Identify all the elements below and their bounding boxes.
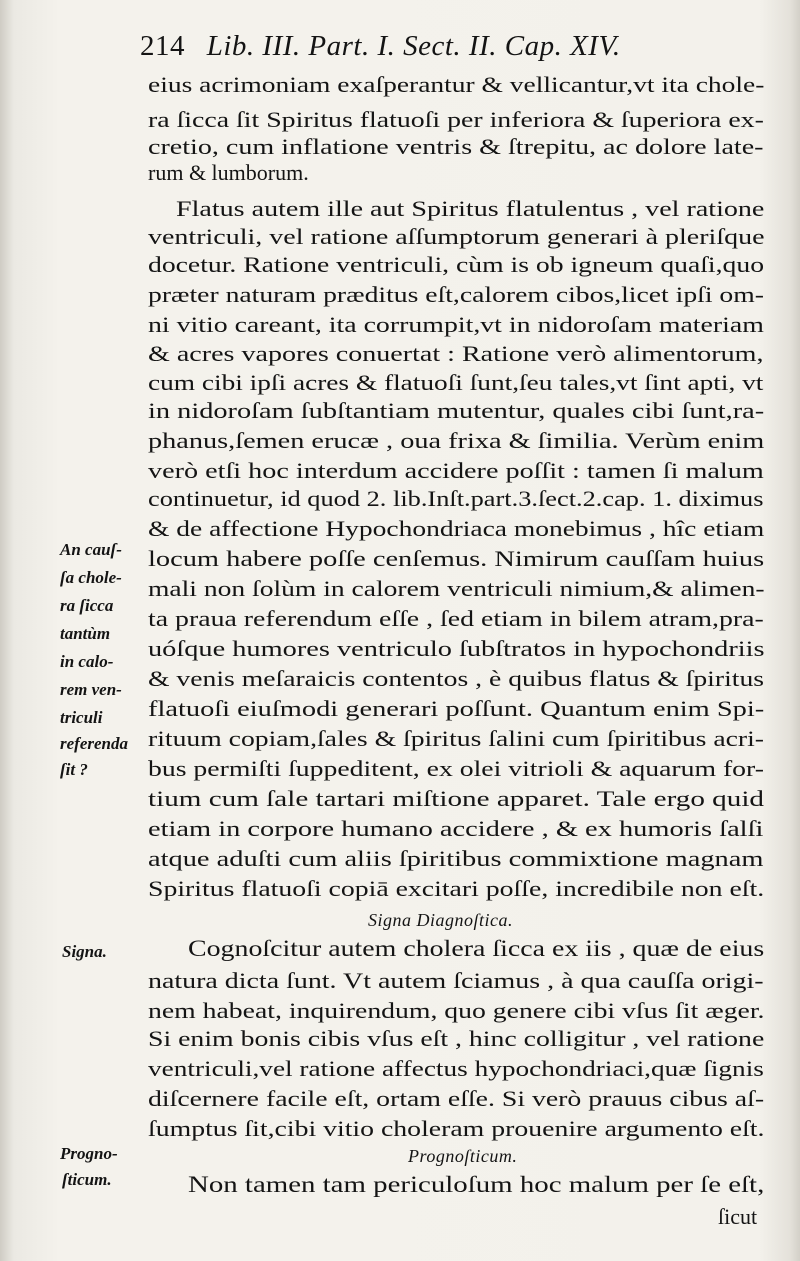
text-line: Spiritus flatuoſi copiā excitari poſſe, incredibile non eſt.	[148, 876, 765, 901]
catchword: ſicut	[718, 1204, 758, 1229]
paragraph-first-line: Non tamen tam periculoſum hoc malum per ſe eſt,	[188, 1172, 765, 1197]
text-line: continuetur, id quod 2. lib.Inſt.part.3.ſect.2.cap. 1. diximus	[148, 486, 764, 511]
text-line: ventriculi, vel ratione aſſumptorum generari à pleriſque	[148, 224, 765, 249]
text-line: phanus,ſemen erucæ , oua frixa & ſimilia. Verùm enim	[148, 428, 765, 453]
text-line: Si enim bonis cibis vſus eſt , hinc colligitur , vel ratione	[148, 1026, 765, 1051]
running-title: Lib. III. Part. I. Sect. II. Cap. XIV.	[206, 30, 621, 62]
text-line: tium cum ſale tartari miſtione apparet. Tale ergo quid	[148, 786, 764, 811]
paragraph-first-line: Flatus autem ille aut Spiritus flatulentus , vel ratione	[176, 196, 765, 221]
text-line: mali non ſolùm in calorem ventriculi nimium,& alimen-	[148, 576, 765, 601]
margin-note-line: Progno-	[60, 1144, 118, 1163]
text-line: uóſque humores ventriculo ſubſtratos in hypochondriis	[148, 636, 765, 661]
text-line: ſumptus ſit,cibi vitio choleram prouenire argumento eſt.	[148, 1116, 765, 1141]
section-heading-signa: Signa Diagnoſtica.	[368, 910, 513, 930]
margin-note-line: rem ven-	[60, 680, 122, 699]
text-line: flatuoſi eiuſmodi generari poſſunt. Quantum enim Spi-	[148, 696, 765, 721]
text-line: rum & lumborum.	[148, 160, 309, 185]
margin-note-line: triculi	[60, 708, 103, 727]
margin-note-line: referenda	[60, 734, 128, 753]
text-line: ta praua referendum eſſe , ſed etiam in bilem atram,pra-	[148, 606, 764, 631]
text-line: & acres vapores conuertat : Ratione verò alimentorum,	[148, 341, 764, 366]
margin-note-signa: Signa.	[62, 942, 107, 961]
text-line: in nidoroſam ſubſtantiam mutentur, quales cibi ſunt,ra-	[148, 398, 765, 423]
text-line: bus permiſti ſuppeditent, ex olei vitrioli & aquarum for-	[148, 756, 764, 781]
text-line: & venis meſaraicis contentos , è quibus flatus & ſpiritus	[148, 666, 765, 691]
text-line: docetur. Ratione ventriculi, cùm is ob igneum quaſi,quo	[148, 252, 765, 277]
section-heading-prognosticum: Prognoſticum.	[408, 1146, 518, 1166]
text-line: diſcernere facile eſt, ortam eſſe. Si verò prauus cibus aſ-	[148, 1086, 765, 1111]
margin-note-line: ſa chole-	[60, 568, 122, 587]
text-line: locum habere poſſe cenſemus. Nimirum cauſſam huius	[148, 546, 765, 571]
margin-note-line: ſit ?	[60, 760, 88, 779]
page-number: 214	[140, 30, 185, 62]
text-line: etiam in corpore humano accidere , & ex humoris ſalſi	[148, 816, 764, 841]
text-line: natura dicta ſunt. Vt autem ſciamus , à qua cauſſa origi-	[148, 968, 764, 993]
margin-note-line: in calo-	[60, 652, 114, 671]
text-line: & de affectione Hypochondriaca monebimus , hîc etiam	[148, 516, 765, 541]
text-line: atque aduſti cum aliis ſpiritibus commixtione magnam	[148, 846, 764, 871]
text-line: ventriculi,vel ratione affectus hypochondriaci,quæ ſignis	[148, 1056, 764, 1081]
margin-note-line: tantùm	[60, 624, 111, 643]
text-line: præter naturam præditus eſt,calorem cibos,licet ipſi om-	[148, 282, 764, 307]
text-line: verò etſi hoc interdum accidere poſſit : tamen ſi malum	[148, 458, 764, 483]
text-line: cretio, cum inflatione ventris & ſtrepitu, ac dolore late-	[148, 134, 764, 159]
paragraph-first-line: Cognoſcitur autem cholera ſicca ex iis , quæ de eius	[188, 936, 765, 961]
text-line: eius acrimoniam exaſperantur & vellicantur,vt ita chole-	[148, 72, 765, 97]
text-line: rituum copiam,ſales & ſpiritus ſalini cum ſpiritibus acri-	[148, 726, 765, 751]
page-header	[140, 30, 621, 63]
margin-note-line: ſticum.	[62, 1170, 112, 1189]
margin-note-line: An cauſ-	[60, 540, 122, 559]
text-line: ra ſicca ſit Spiritus flatuoſi per inferiora & ſuperiora ex-	[148, 107, 764, 132]
text-line: cum cibi ipſi acres & flatuoſi ſunt,ſeu tales,vt ſint apti, vt	[148, 370, 764, 395]
margin-note-line: ra ſicca	[60, 596, 114, 615]
text-line: nem habeat, inquirendum, quo genere cibi vſus ſit æger.	[148, 998, 765, 1023]
text-line: ni vitio careant, ita corrumpit,vt in nidoroſam materiam	[148, 312, 764, 337]
